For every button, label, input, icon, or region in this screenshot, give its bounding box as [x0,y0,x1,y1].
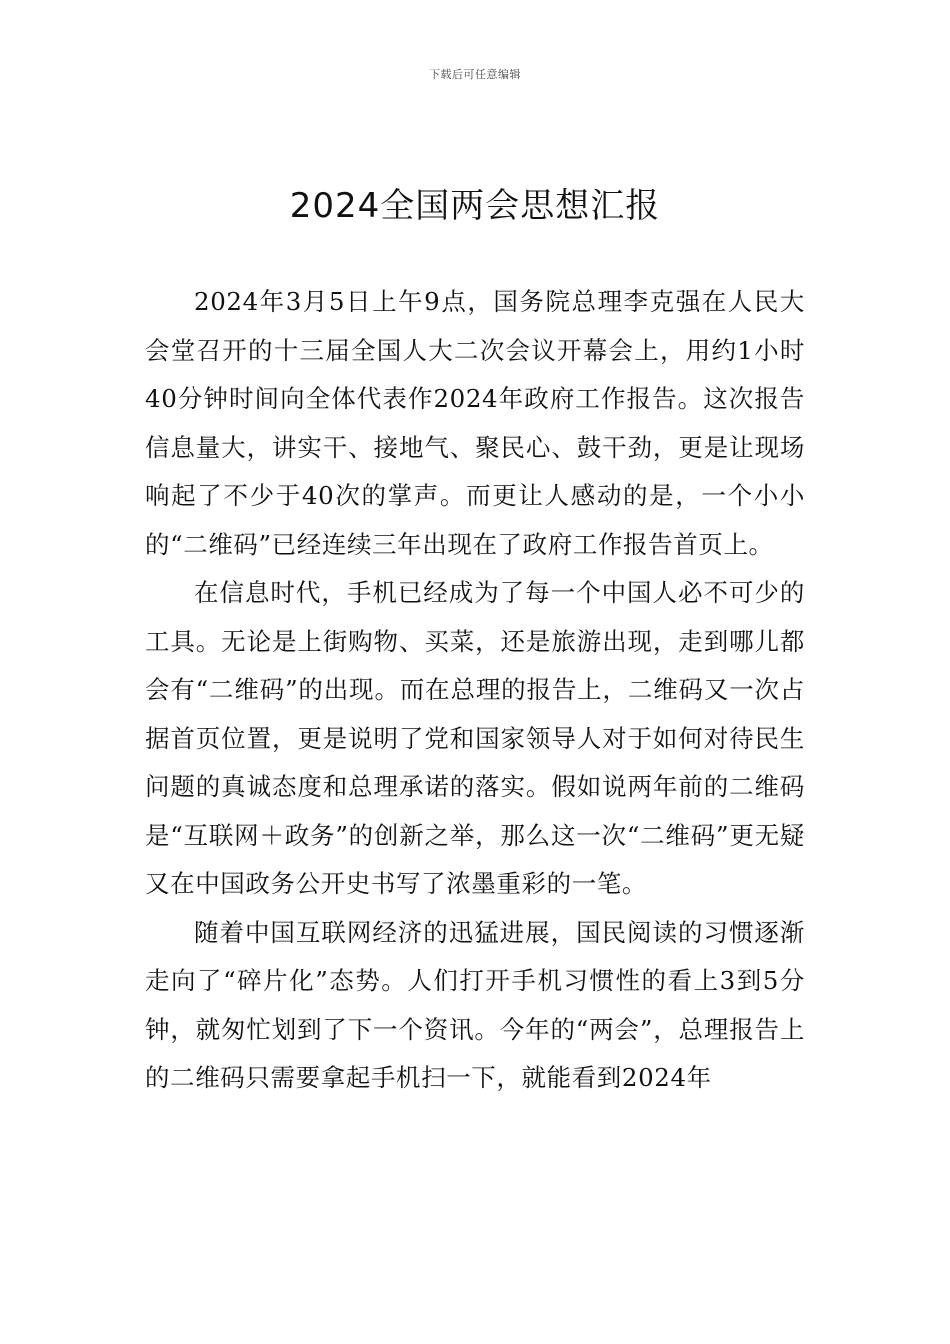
header-note: 下载后可任意编辑 [429,68,521,81]
paragraph-2: 在信息时代，手机已经成为了每一个中国人必不可少的工具。无论是上街购物、买菜，还是旅游出现，走到哪儿都会有“二维码”的出现。而在总理的报告上，二维码又一次占据首页位置，更是说明了党和国家领导人对于如何对待民生问题的真诚态度和总理承诺的落实。假如说两年前的二维码是“互联网＋政务”的创新之举，那么这一次“二维码”更无疑又在中国政务公开史书写了浓墨重彩的一笔。 [145,578,805,898]
paragraph-3: 随着中国互联网经济的迅猛进展，国民阅读的习惯逐渐走向了“碎片化”态势。人们打开手机习惯性的看上3到5分钟，就匆忙划到了下一个资讯。今年的“两会”，总理报告上的二维码只需要拿起手机扫一下，就能看到2024年 [145,917,805,1092]
document-body [145,278,805,1103]
paragraph-1: 2024年3月5日上午9点，国务院总理李克强在人民大会堂召开的十三届全国人大二次会议开幕会上，用约1小时40分钟时间向全体代表作2024年政府工作报告。这次报告信息量大，讲实干、接地气、聚民心、鼓干劲，更是让现场响起了不少于40次的掌声。而更让人感动的是，一个小小的“二维码”已经连续三年出现在了政府工作报告首页上。 [145,287,805,559]
document-title: 2024全国两会思想汇报 [289,186,661,226]
